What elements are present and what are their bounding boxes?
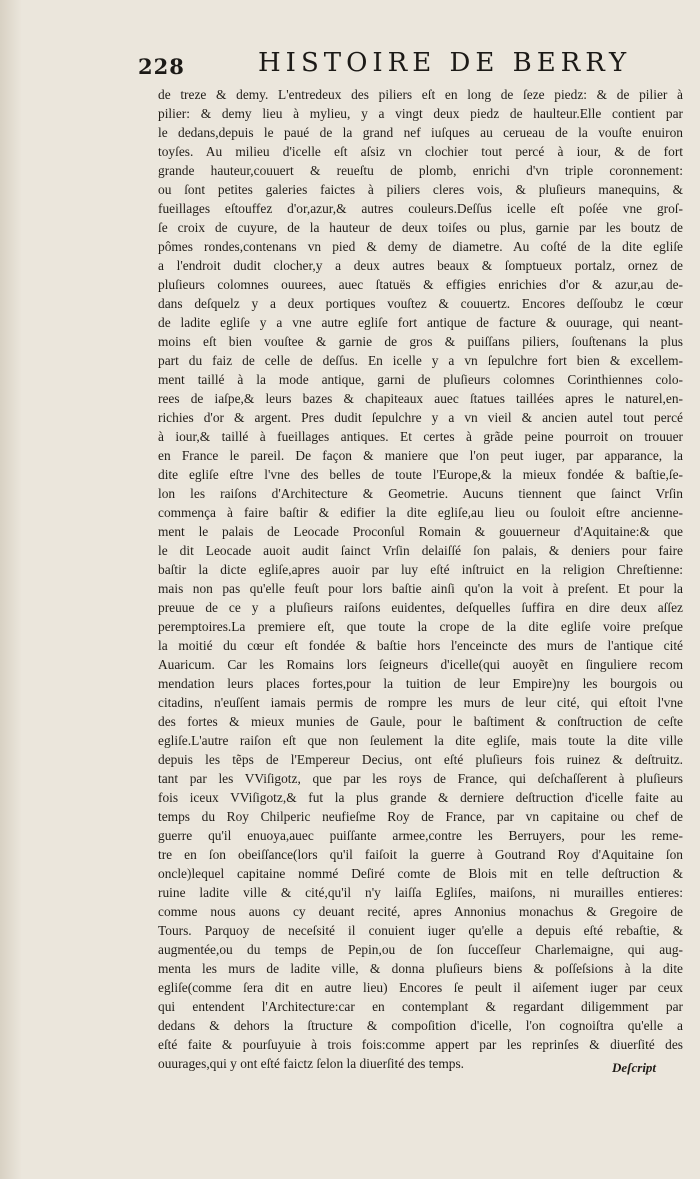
text-line: ouurages,qui y ont eſté faictz ſelon la diuerſité des temps. — [158, 1056, 465, 1071]
text-line: egliſe(comme ſera dit en autre lieu) Encores ſe peult il aiſement iuger par ceux — [158, 980, 683, 995]
text-line: la moitié du cœur eſt fondée & baſtie hors l'enceincte des murs de l'antique cité — [158, 638, 683, 653]
text-line: tant par les VViſigotz, que par les roys de France, qui deſchaſſerent à pluſieurs — [158, 771, 683, 786]
text-line: pluſieurs colomnes ouurees, auec ſtatuës & effigies enrichies d'or & azur,au de- — [158, 277, 683, 292]
text-line: guerre qu'il enuoya,auec puiſſante armee,contre les Berruyers, pour les reme- — [158, 828, 683, 843]
text-line: comme nous auons cy deuant recité, apres Annonius monachus & Gregoire de — [158, 904, 683, 919]
text-line: des fortes & mieux munies de Gaule, pour le baſtiment & conſtruction de ceſte — [158, 714, 683, 729]
text-line: ou ſont petites galeries faictes à piliers cleres vois, & pluſieurs manequins, & — [158, 182, 683, 197]
text-line: moins eſt bien vouſtee & garnie de gros & puiſſans piliers, ſouſtenans la plus — [158, 334, 683, 349]
text-line: pilier: & demy lieu à mylieu, y a vingt deux piedz de haulteur.Elle contient par — [158, 106, 683, 121]
text-line: baſtir la dicte egliſe,apres auoir par luy eſté inſtruict en la religion Chreſtienne: — [158, 562, 683, 577]
text-line: temps du Roy Chilperic neufieſme Roy de France, par vn capitaine ou chef de — [158, 809, 683, 824]
text-line: à iour,& taillé à fueillages antiques. Et certes à grãde peine pourroit on trouuer — [158, 429, 683, 444]
text-line: pômes rondes,contenans vn pied & demy de diametre. Au coſté de la dite egliſe — [158, 239, 683, 254]
text-line: mendation leurs places fortes,pour la tuition de leur Empire)ny les bourgois ou — [158, 676, 683, 691]
text-line: commença à faire baſtir & edifier la dite egliſe,au lieu ou ſouloit eſtre ancienne- — [158, 505, 683, 520]
page-fold-shadow — [0, 0, 22, 1179]
text-line: dedans & dehors la ſtructure & compoſition d'icelle, l'on cognoiſtra qu'elle a — [158, 1018, 683, 1033]
running-title: HISTOIRE DE BERRY — [258, 48, 632, 78]
text-line: peremptoires.La premiere eſt, que toute la crope de la dite egliſe voire preſque — [158, 619, 683, 634]
text-line: depuis les tẽps de l'Empereur Decius, ont eſté pluſieurs fois ruinez & deſtruitz. — [158, 752, 683, 767]
body-text — [158, 85, 683, 1073]
catchword: Deſcript — [612, 1060, 657, 1075]
text-line: richies d'or & argent. Pres dudit ſepulchre y a vn vieil & ancien autel tout percé — [158, 410, 683, 425]
text-line: eſté faite & pourſuyuie à trois fois:comme appert par les reprinſes & diuerſité des — [158, 1037, 683, 1052]
text-line: grande hauteur,couuert & reueſtu de plomb, enrichi d'vn triple coronnement: — [158, 163, 683, 178]
text-line: mais non pas qu'elle feuſt pour lors baſtie ainſi qu'on la voit à preſent. Et pour la — [158, 581, 683, 596]
text-line: part du faiz de celle de deſſus. En icelle y a vn ſepulchre fort bien & excellem- — [158, 353, 683, 368]
text-line: tre en ſon obeiſſance(lors qu'il faiſoit la guerre à Goutrand Roy d'Aquitaine ſon — [158, 847, 683, 862]
text-line: oncle)lequel capitaine nommé Deſiré comte de Blois mit en telle deſtruction & — [158, 866, 683, 881]
text-line: lon les raiſons d'Architecture & Geometrie. Aucuns tiennent que ſainct Vrſin — [158, 486, 683, 501]
text-line: augmentée,ou du temps de Pepin,ou de ſon ſucceſſeur Charlemaigne, qui aug- — [158, 942, 683, 957]
page-header — [138, 48, 632, 82]
text-line: citadins, n'euſſent iamais permis de rompre les murs de leur cité, qui eſtoit l'vne — [158, 695, 683, 710]
text-line: le dedans,depuis le paué de la grand nef iuſques au cerueau de la vouſte enuiron — [158, 125, 683, 140]
text-line: de ladite egliſe y a vne autre egliſe fort antique de facture & ouurage, qui neant- — [158, 315, 683, 330]
text-line: ment taillé à la mode antique, garni de pluſieurs colomnes Corinthiennes colo- — [158, 372, 683, 387]
text-line: preuue de ce y a pluſieurs raiſons euidentes, deſquelles ſuffira en dire deux aſſez — [158, 600, 683, 615]
text-line: rees de iaſpe,& leurs bazes & chapiteaux auec ſtatues taillées apres le naturel,en- — [158, 391, 683, 406]
text-line: menta les murs de ladite ville, & donna pluſieurs biens & poſſeſsions à la dite — [158, 961, 683, 976]
text-line: ruine ladite ville & cité,qu'il n'y laiſſa Egliſes, maiſons, ni murailles entieres: — [158, 885, 683, 900]
text-line: de treze & demy. L'entredeux des piliers eſt en long de ſeze piedz: & de pilier à — [158, 87, 683, 102]
text-line: ment le palais de Leocade Proconſul Romain & gouuerneur d'Aquitaine:& que — [158, 524, 683, 539]
text-line: a l'endroit dudit clocher,y a deux autres beaux & ſomptueux portalz, ornez de — [158, 258, 683, 273]
text-line: fueillages eſtouffez d'or,azur,& autres couleurs.Deſſus icelle eſt poſée vne groſ- — [158, 201, 683, 216]
page-number: 228 — [138, 54, 185, 79]
text-line: dite egliſe eſtre l'vne des belles de toute l'Europe,& la mieux fondée & baſtie,ſe- — [158, 467, 683, 482]
text-line: ſe croix de cuyure, de la hauteur de deux toiſes ou plus, garnie par les boutz de — [158, 220, 683, 235]
text-line: Tours. Parquoy de neceſsité il conuient iuger qu'elle a depuis eſté rebaſtie, & — [158, 923, 683, 938]
text-line: dans deſquelz y a deux portiques vouſtez & couuertz. Encores deſſoubz le cœur — [158, 296, 683, 311]
text-line: fois iceux VViſigotz,& fut la plus grande & derniere deſtruction d'icelle faite au — [158, 790, 683, 805]
text-line: le dit Leocade auoit audit ſainct Vrſin delaiſſé ſon palais, & deniers pour faire — [158, 543, 683, 558]
text-line: Auaricum. Car les Romains lors ſeigneurs d'icelle(qui auoyẽt en ſinguliere recom — [158, 657, 683, 672]
text-line: egliſe.L'autre raiſon eſt que non ſeulement la dite egliſe, mais toute la dite ville — [158, 733, 683, 748]
text-line: qui entendent l'Architecture:car en contemplant & regardant diligemment par — [158, 999, 683, 1014]
text-line: toyſes. Au milieu d'icelle eſt aſsiz vn clochier tout percé à iour, & de fort — [158, 144, 683, 159]
text-line: en France le pareil. De façon & maniere que l'on peut iuger, par apparance, la — [158, 448, 683, 463]
